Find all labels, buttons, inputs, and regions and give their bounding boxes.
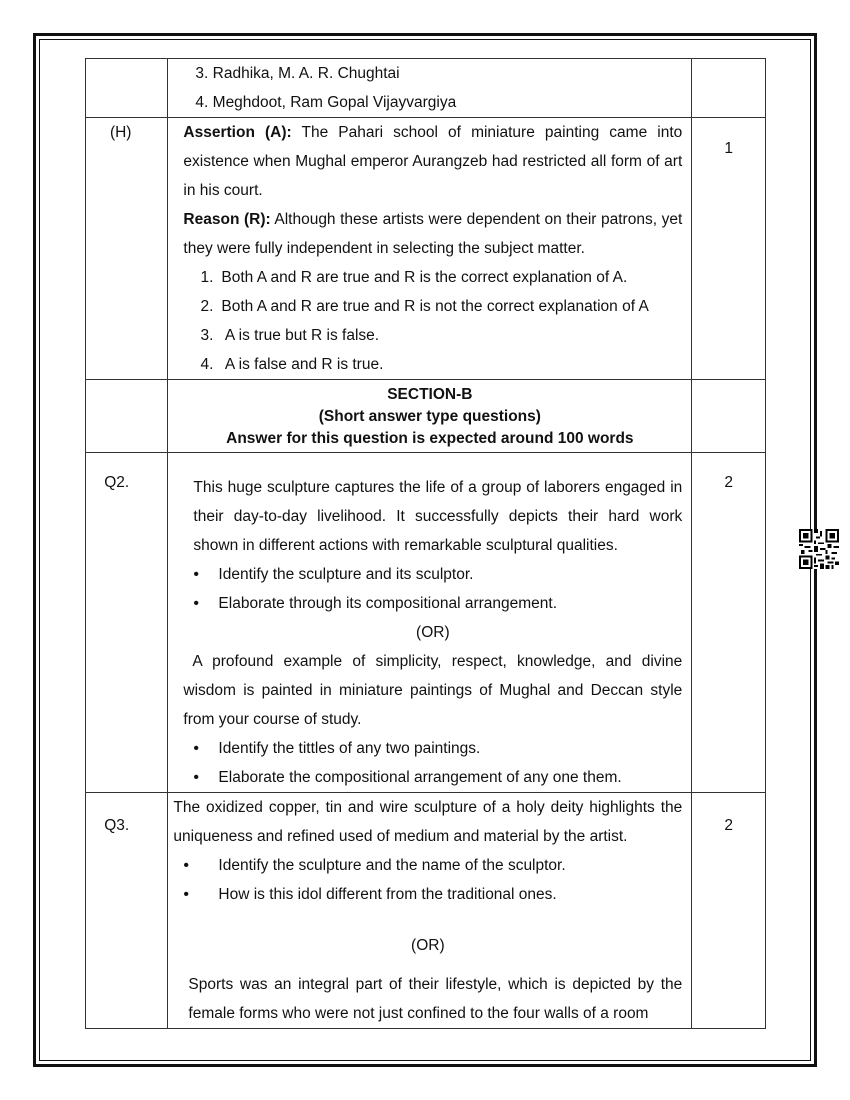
assertion xyxy=(183,118,682,205)
marks: 2 xyxy=(692,793,766,1029)
question-intro: This huge sculpture captures the life of a group of laborers engaged in their day-to-day livelihood. It successfully depicts their hard work shown in different actions with remarkable sculptural qualities. xyxy=(193,479,683,554)
marks: 2 xyxy=(692,453,766,793)
table-row-h xyxy=(86,118,766,380)
question-label: Q3. xyxy=(86,793,168,1029)
question-label: (H) xyxy=(86,118,168,380)
question-intro: The oxidized copper, tin and wire sculpture of a holy deity highlights the uniqueness and refined used of medium and material by the artist. xyxy=(173,799,683,845)
option-4: 4. A is false and R is true. xyxy=(200,356,384,373)
option-3: 3. A is true but R is false. xyxy=(200,327,380,344)
marks: 1 xyxy=(692,118,766,380)
question-table xyxy=(85,58,766,1029)
option-1: 1. Both A and R are true and R is the correct explanation of A. xyxy=(200,269,628,286)
table-row-q3 xyxy=(86,793,766,1029)
or-separator: (OR) xyxy=(411,937,445,954)
bullet-item: • Identify the sculpture and its sculptor. xyxy=(183,560,682,589)
alternate-intro: Sports was an integral part of their lifestyle, which is depicted by the female forms who were not just confined to the four walls of a room xyxy=(188,976,683,1022)
table-row-g-continued xyxy=(86,59,766,118)
question-label: Q2. xyxy=(86,453,168,793)
or-separator: (OR) xyxy=(416,624,450,641)
bullet-item: • Identify the tittles of any two paintings. xyxy=(183,734,682,763)
table-row-q2 xyxy=(86,453,766,793)
bullet-item: • Identify the sculpture and the name of the sculptor. xyxy=(173,851,682,880)
section-subtitle: (Short answer type questions) xyxy=(318,408,541,425)
reason-text: Although these artists were dependent on their patrons, yet they were fully independent in selecting the subject matter. xyxy=(183,211,683,257)
bullet-item: • Elaborate the compositional arrangement of any one them. xyxy=(183,763,682,792)
option-3: 3. Radhika, M. A. R. Chughtai xyxy=(195,65,400,82)
option-2: 2. Both A and R are true and R is not the correct explanation of A xyxy=(200,298,649,315)
bullet-item: • Elaborate through its compositional arrangement. xyxy=(183,589,682,618)
section-instruction: Answer for this question is expected around 100 words xyxy=(226,430,634,447)
section-header-row xyxy=(86,380,766,453)
qr-code-icon xyxy=(799,529,839,569)
assertion-text: The Pahari school of miniature painting came into existence when Mughal emperor Aurangzeb had restricted all form of art in his court. xyxy=(183,124,683,199)
assertion-label: Assertion (A): xyxy=(183,124,292,141)
alternate-intro: A profound example of simplicity, respect, knowledge, and divine wisdom is painted in miniature paintings of Mughal and Deccan style from your course of study. xyxy=(183,653,683,728)
bullet-item: • How is this idol different from the traditional ones. xyxy=(173,880,682,909)
section-title: SECTION-B xyxy=(387,386,473,403)
reason xyxy=(183,205,682,263)
reason-label: Reason (R): xyxy=(183,211,271,228)
option-4: 4. Meghdoot, Ram Gopal Vijayvargiya xyxy=(195,94,457,111)
section-title-block xyxy=(168,380,691,452)
